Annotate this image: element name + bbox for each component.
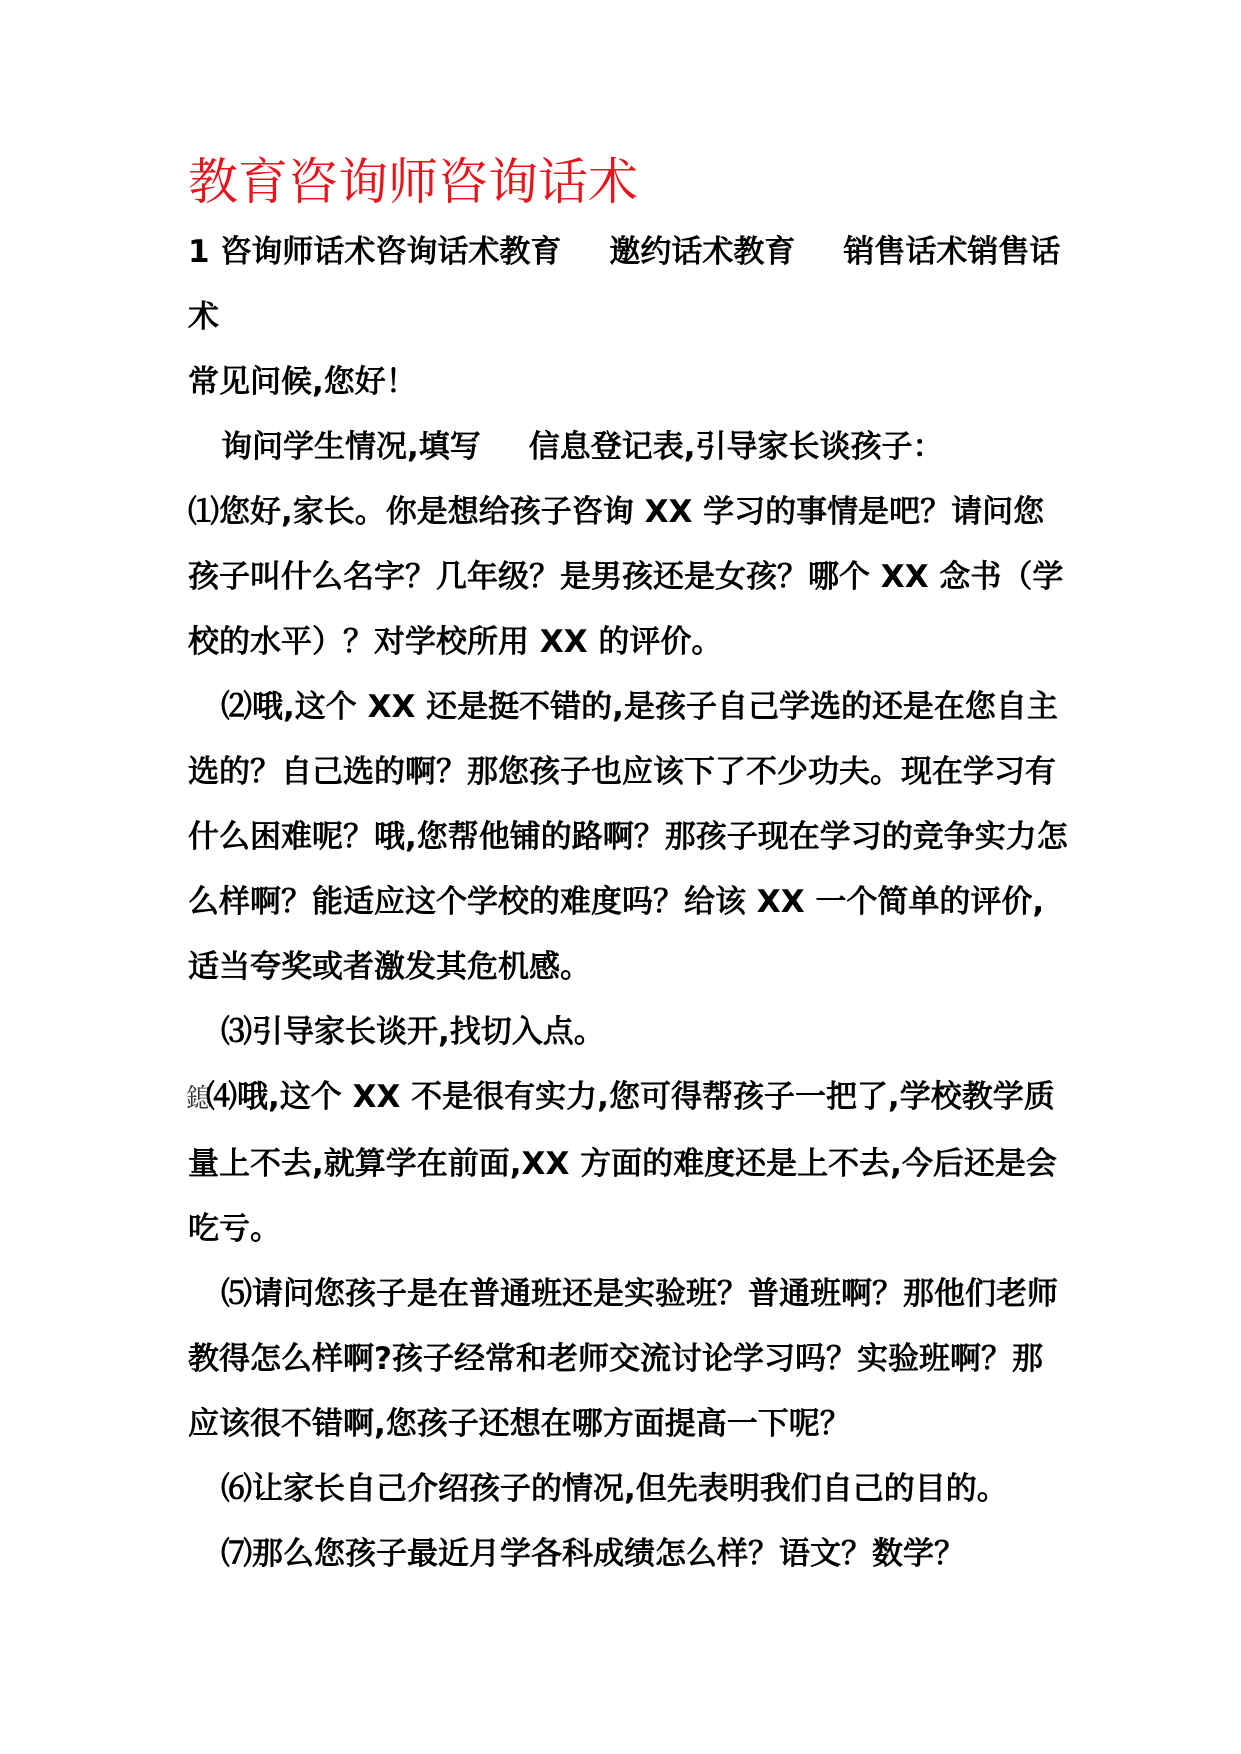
item-1: ⑴您好,家长。你是想给孩子咨询 XX 学习的事情是吧？请问您孩子叫什么名字？几年级？是男孩还是女孩？哪个 XX 念书（学校的水平）？对学校所用 XX 的评价。 bbox=[188, 494, 1064, 660]
item-3: ⑶引导家长谈开,找切入点。 bbox=[221, 1014, 605, 1050]
document-title: 教育咨询师咨询话术 bbox=[188, 153, 638, 211]
item-7: ⑺那么您孩子最近月学各科成绩怎么样？语文？数学？ bbox=[221, 1536, 965, 1572]
intro-part-1: 询问学生情况,填写 bbox=[221, 429, 481, 465]
item-6: ⑹让家长自己介绍孩子的情况,但先表明我们自己的目的。 bbox=[221, 1471, 1008, 1507]
subtitle-part-3: 销售话术销售话术 bbox=[188, 234, 1061, 335]
item-2: ⑵哦,这个 XX 还是挺不错的,是孩子自己学选的还是在您自主选的？自己选的啊？那您孩子也应该下了不少功夫。现在学习有什么困难呢？哦,您帮他铺的路啊？那孩子现在学习的竞争实力怎么样啊？能适应这个学校的难度吗？给该 XX 一个简单的评价,适当夸奖或者激发其危机感。 bbox=[188, 689, 1068, 985]
item-4-paragraph bbox=[188, 1065, 1068, 1262]
item-5: ⑸请问您孩子是在普通班还是实验班？普通班啊？那他们老师教得怎么样啊?孩子经常和老师交流讨论学习吗？实验班啊？那应该很不错啊,您孩子还想在哪方面提高一下呢？ bbox=[188, 1276, 1058, 1442]
intro-part-2: 信息登记表,引导家长谈孩子： bbox=[528, 429, 944, 465]
subtitle-part-2: 邀约话术教育 bbox=[609, 234, 796, 270]
intro-line bbox=[188, 415, 1068, 480]
item-4: ⑷哦,这个 XX 不是很有实力,您可得帮孩子一把了,学校教学质量上不去,就算学在前面,XX 方面的难度还是上不去,今后还是会吃亏。 bbox=[188, 1079, 1057, 1247]
stray-mark: 鎴 bbox=[186, 1084, 199, 1114]
subtitle-part-1: 1 咨询师话术咨询话术教育 bbox=[188, 234, 562, 270]
greeting-line: 常见问候,您好！ bbox=[188, 364, 417, 400]
subtitle-line bbox=[188, 220, 1068, 350]
document-body bbox=[188, 220, 1068, 1587]
